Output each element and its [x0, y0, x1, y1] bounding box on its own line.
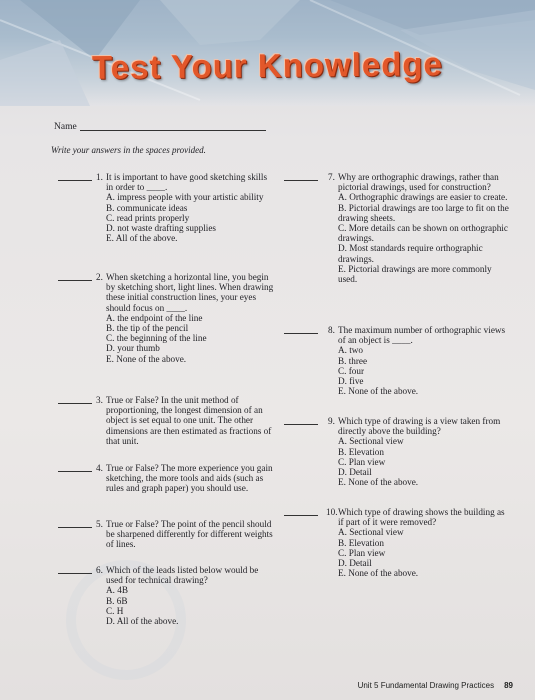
option-d: D. five — [338, 376, 364, 387]
option-c: C. four — [338, 365, 365, 376]
instructions: Write your answers in the spaces provided. — [51, 145, 206, 155]
unit-title: Unit 5 Fundamental Drawing Practices — [357, 681, 495, 690]
question-stem: Why are orthographic drawings, rather than pictorial drawings, used for construction? — [338, 172, 499, 193]
option-d: D. your thumb — [106, 343, 160, 354]
option-d: D. Detail — [338, 558, 372, 569]
question-number: 6. — [96, 565, 103, 575]
question-number: 4. — [96, 463, 103, 473]
answer-blank-1[interactable] — [58, 180, 92, 181]
name-field[interactable] — [80, 130, 266, 131]
option-c: C. More details can be shown on orthographic drawings. — [338, 223, 508, 244]
option-e: E. All of the above. — [106, 233, 178, 244]
question-stem: Which type of drawing shows the building as if part of it were removed? — [338, 507, 505, 528]
question-stem: When sketching a horizontal line, you begin by sketching short, light lines. When drawing these initial construction lines, your eyes should focus on ____. — [106, 272, 274, 313]
option-a: A. Sectional view — [338, 436, 404, 447]
option-e: E. None of the above. — [338, 386, 419, 397]
answer-blank-2[interactable] — [58, 280, 92, 281]
question-number: 2. — [96, 272, 103, 282]
option-a: A. Sectional view — [338, 527, 404, 538]
answer-blank-7[interactable] — [284, 180, 318, 181]
option-d: D. All of the above. — [106, 616, 179, 627]
option-b: B. 6B — [106, 595, 128, 606]
option-d: D. Detail — [338, 467, 372, 478]
option-e: E. Pictorial drawings are more commonly used. — [338, 263, 492, 285]
name-label: Name — [54, 122, 77, 132]
option-b: B. the tip of the pencil — [106, 323, 189, 334]
answer-blank-9[interactable] — [284, 424, 318, 425]
option-a: A. two — [338, 345, 364, 356]
question-number: 1. — [96, 172, 103, 182]
option-d: D. not waste drafting supplies — [106, 223, 216, 234]
option-b: B. three — [338, 355, 368, 366]
question-stem: It is important to have good sketching skills in order to ____. — [106, 172, 268, 193]
option-c: C. the beginning of the line — [106, 333, 207, 344]
option-b: B. Elevation — [338, 446, 384, 457]
question-stem: Which of the leads listed below would be used for technical drawing? — [106, 565, 259, 586]
answer-blank-8[interactable] — [284, 333, 318, 334]
option-b: B. Elevation — [338, 537, 384, 548]
option-e: E. None of the above. — [106, 353, 187, 364]
title-banner — [0, 0, 535, 106]
page-title: Test Your Knowledge — [91, 45, 444, 86]
option-a: A. the endpoint of the line — [106, 312, 203, 323]
question-number: 5. — [96, 519, 103, 529]
option-c: C. H — [106, 605, 124, 616]
option-b: B. Pictorial drawings are too large to fit on the drawing sheets. — [338, 202, 509, 223]
question-stem: Which type of drawing is a view taken from directly above the building? — [338, 416, 501, 437]
question-number: 10. — [326, 507, 338, 517]
answer-blank-3[interactable] — [58, 403, 92, 404]
question-stem: True or False? The point of the pencil should be sharpened differently for different weights of lines. — [106, 519, 273, 550]
option-e: E. None of the above. — [338, 568, 419, 579]
answer-blank-4[interactable] — [58, 471, 92, 472]
question-stem: The maximum number of orthographic views of an object is ____. — [338, 325, 506, 346]
option-e: E. None of the above. — [338, 477, 419, 488]
option-c: C. Plan view — [338, 547, 386, 558]
option-c: C. read prints properly — [106, 212, 190, 223]
question-number: 9. — [328, 416, 335, 426]
question-stem: True or False? In the unit method of proportioning, the longest dimension of an object is set equal to one unit. The other dimensions are then estimated as fractions of that unit. — [106, 395, 272, 446]
option-a: A. impress people with your artistic ability — [106, 192, 264, 203]
page-footer — [358, 681, 513, 690]
option-a: A. 4B — [106, 585, 128, 596]
option-d: D. Most standards require orthographic drawings. — [338, 243, 483, 264]
page-number: 89 — [504, 681, 513, 690]
option-a: A. Orthographic drawings are easier to create. — [338, 192, 508, 203]
answer-blank-6[interactable] — [58, 573, 92, 574]
question-number: 7. — [328, 172, 335, 182]
question-number: 8. — [328, 325, 335, 335]
option-b: B. communicate ideas — [106, 202, 188, 213]
answer-blank-5[interactable] — [58, 527, 92, 528]
question-number: 3. — [96, 395, 103, 405]
question-stem: True or False? The more experience you gain sketching, the more tools and aids (such as rules and graph paper) you should use. — [106, 463, 273, 494]
answer-blank-10[interactable] — [284, 515, 318, 516]
option-c: C. Plan view — [338, 456, 386, 467]
